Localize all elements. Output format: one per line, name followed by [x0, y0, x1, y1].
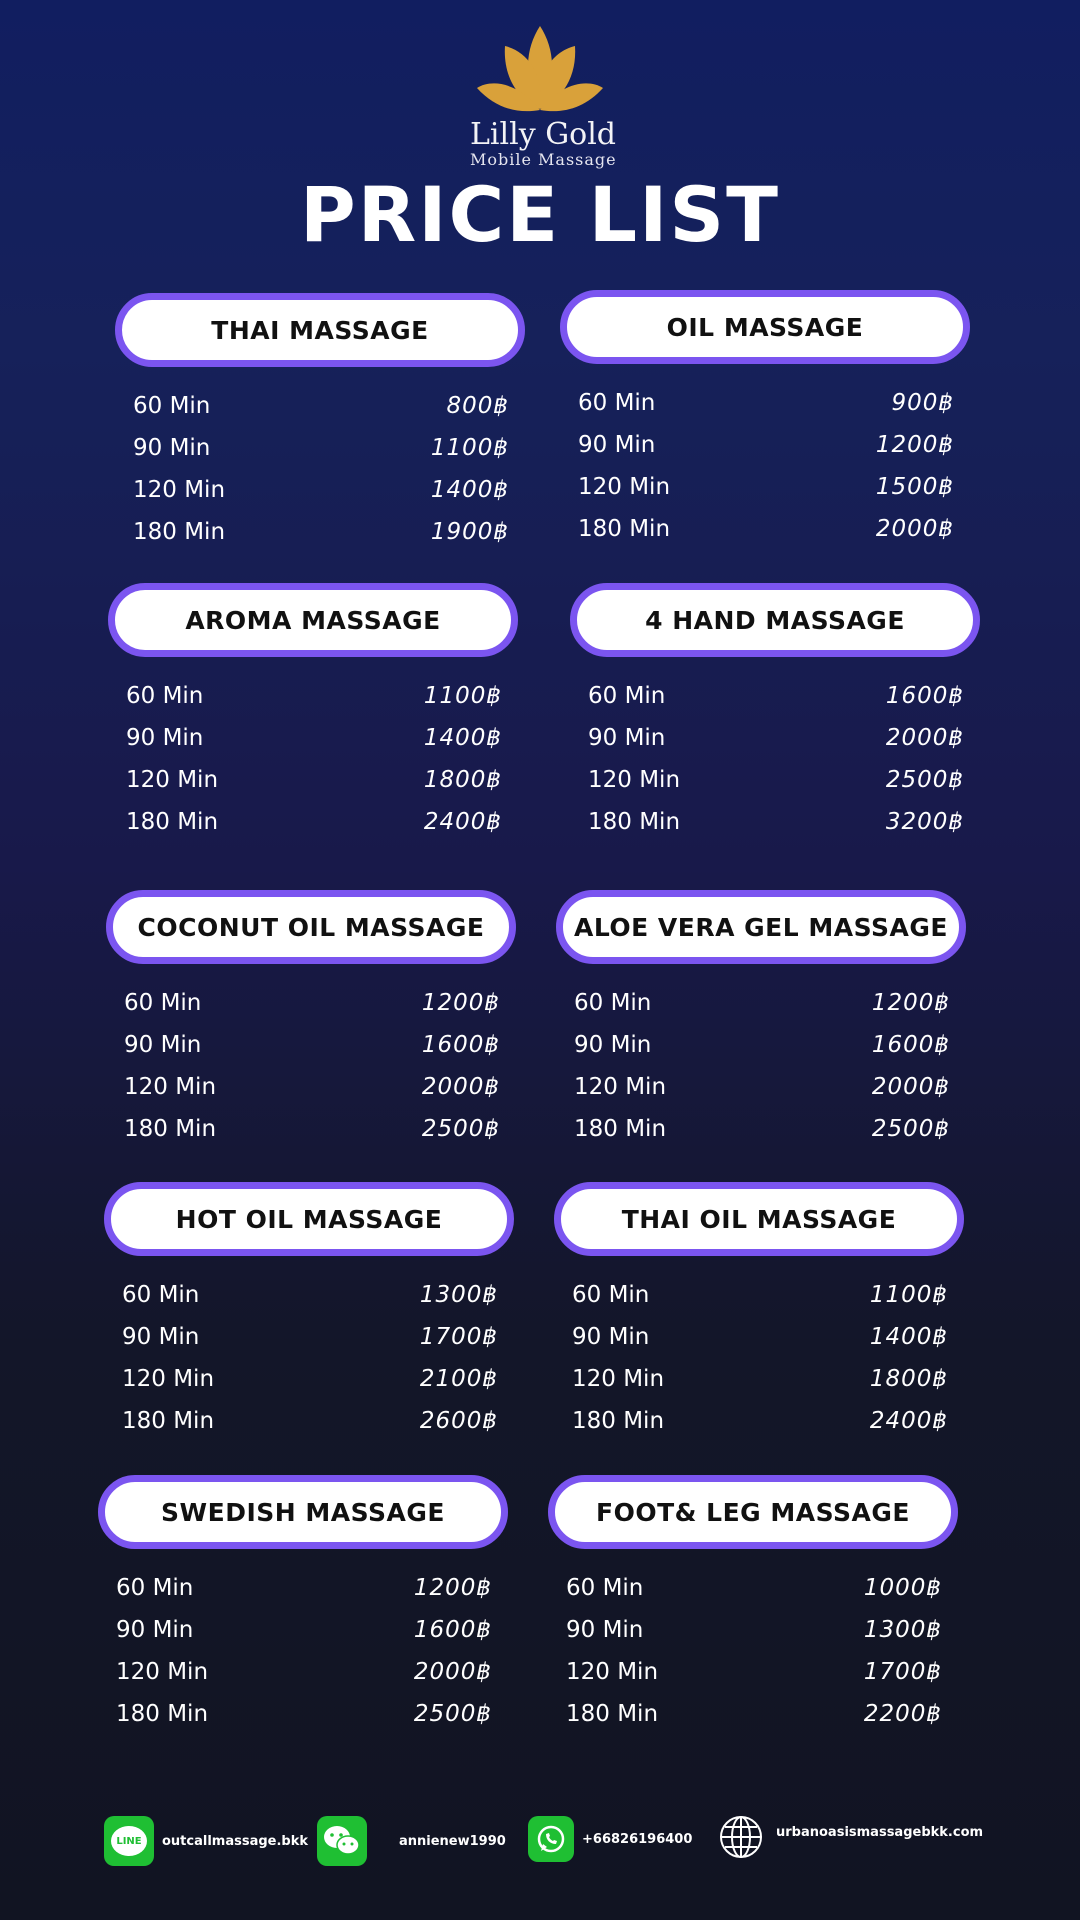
- duration: 180 Min: [122, 1408, 215, 1434]
- price-row: [122, 1316, 498, 1358]
- price: 1600฿: [871, 1032, 950, 1058]
- duration: 90 Min: [566, 1617, 644, 1643]
- price: 2200฿: [863, 1701, 942, 1727]
- price: 1800฿: [869, 1366, 948, 1392]
- price: 1700฿: [419, 1324, 498, 1350]
- duration: 120 Min: [116, 1659, 209, 1685]
- price: 2000฿: [871, 1074, 950, 1100]
- price-row: [574, 1108, 950, 1150]
- price-row: [122, 1274, 498, 1316]
- brand-subtitle: Mobile Massage: [470, 150, 617, 169]
- duration: 60 Min: [126, 683, 204, 709]
- lotus-icon: [475, 24, 605, 124]
- duration: 120 Min: [574, 1074, 667, 1100]
- price: 2500฿: [421, 1116, 500, 1142]
- duration: 180 Min: [126, 809, 219, 835]
- price: 1400฿: [869, 1324, 948, 1350]
- price: 1100฿: [423, 683, 502, 709]
- price-row: [578, 424, 954, 466]
- price: 1600฿: [885, 683, 964, 709]
- service-title: THAI OIL MASSAGE: [554, 1182, 964, 1256]
- price: 1200฿: [413, 1575, 492, 1601]
- duration: 90 Min: [572, 1324, 650, 1350]
- price: 1400฿: [423, 725, 502, 751]
- brand-name: Lilly Gold: [470, 117, 617, 152]
- price-row: [124, 1108, 500, 1150]
- duration: 90 Min: [588, 725, 666, 751]
- price-row: [578, 382, 954, 424]
- price-row: [124, 1066, 500, 1108]
- duration: 90 Min: [578, 432, 656, 458]
- price-row: [578, 466, 954, 508]
- duration: 120 Min: [566, 1659, 659, 1685]
- duration: 60 Min: [566, 1575, 644, 1601]
- duration: 60 Min: [122, 1282, 200, 1308]
- duration: 90 Min: [116, 1617, 194, 1643]
- duration: 90 Min: [133, 435, 211, 461]
- price: 2500฿: [871, 1116, 950, 1142]
- service-card-foot-leg: [548, 1475, 958, 1735]
- service-card-aloe-vera: [556, 890, 966, 1150]
- contact-wechat[interactable]: [317, 1816, 506, 1866]
- service-title: OIL MASSAGE: [560, 290, 970, 364]
- price: 1600฿: [421, 1032, 500, 1058]
- duration: 90 Min: [122, 1324, 200, 1350]
- service-card-4-hand: [570, 583, 980, 843]
- price: 2000฿: [421, 1074, 500, 1100]
- duration: 180 Min: [588, 809, 681, 835]
- price-row: [574, 982, 950, 1024]
- price: 1600฿: [413, 1617, 492, 1643]
- service-title: SWEDISH MASSAGE: [98, 1475, 508, 1549]
- price-row: [572, 1316, 948, 1358]
- service-card-coconut-oil: [106, 890, 516, 1150]
- price: 2500฿: [885, 767, 964, 793]
- duration: 60 Min: [574, 990, 652, 1016]
- price-row: [572, 1274, 948, 1316]
- price-row: [566, 1567, 942, 1609]
- duration: 180 Min: [574, 1116, 667, 1142]
- service-title: FOOT& LEG MASSAGE: [548, 1475, 958, 1549]
- duration: 120 Min: [133, 477, 226, 503]
- price: 2000฿: [413, 1659, 492, 1685]
- price: 2400฿: [869, 1408, 948, 1434]
- price-row: [122, 1400, 498, 1442]
- duration: 180 Min: [124, 1116, 217, 1142]
- service-title: HOT OIL MASSAGE: [104, 1182, 514, 1256]
- price-row: [566, 1609, 942, 1651]
- contact-label: +66826196400: [582, 1831, 693, 1847]
- duration: 120 Min: [578, 474, 671, 500]
- price-row: [572, 1358, 948, 1400]
- contact-line[interactable]: [104, 1816, 308, 1866]
- contact-footer: [0, 1808, 1080, 1868]
- price-row: [574, 1066, 950, 1108]
- price: 1400฿: [430, 477, 509, 503]
- contact-whatsapp[interactable]: [528, 1816, 692, 1862]
- duration: 120 Min: [126, 767, 219, 793]
- price-row: [588, 759, 964, 801]
- price: 1200฿: [875, 432, 954, 458]
- price: 1100฿: [430, 435, 509, 461]
- service-card-thai: [115, 293, 525, 553]
- duration: 90 Min: [126, 725, 204, 751]
- contact-label: urbanoasismassagebkk.com: [776, 1824, 984, 1840]
- price: 1800฿: [423, 767, 502, 793]
- duration: 180 Min: [133, 519, 226, 545]
- duration: 120 Min: [588, 767, 681, 793]
- price: 800฿: [446, 393, 509, 419]
- price: 900฿: [891, 390, 954, 416]
- page-title: PRICE LIST: [300, 170, 780, 259]
- price: 2000฿: [885, 725, 964, 751]
- price-row: [588, 801, 964, 843]
- contact-website[interactable]: [718, 1814, 983, 1860]
- service-card-swedish: [98, 1475, 508, 1735]
- price-row: [126, 675, 502, 717]
- price-row: [116, 1651, 492, 1693]
- price-row: [126, 717, 502, 759]
- price: 1700฿: [863, 1659, 942, 1685]
- price-row: [124, 982, 500, 1024]
- duration: 120 Min: [124, 1074, 217, 1100]
- service-title: COCONUT OIL MASSAGE: [106, 890, 516, 964]
- price-row: [133, 469, 509, 511]
- price: 1500฿: [875, 474, 954, 500]
- price-row: [116, 1609, 492, 1651]
- globe-icon: [718, 1814, 764, 1860]
- service-title: THAI MASSAGE: [115, 293, 525, 367]
- wechat-icon: [317, 1816, 367, 1866]
- price: 1300฿: [419, 1282, 498, 1308]
- service-title: AROMA MASSAGE: [108, 583, 518, 657]
- price-row: [122, 1358, 498, 1400]
- service-card-oil: [560, 290, 970, 550]
- price: 1000฿: [863, 1575, 942, 1601]
- price: 2400฿: [423, 809, 502, 835]
- price-row: [578, 508, 954, 550]
- price: 3200฿: [885, 809, 964, 835]
- price-row: [116, 1693, 492, 1735]
- duration: 180 Min: [572, 1408, 665, 1434]
- service-title: ALOE VERA GEL MASSAGE: [556, 890, 966, 964]
- price-row: [124, 1024, 500, 1066]
- service-card-hot-oil: [104, 1182, 514, 1442]
- duration: 60 Min: [133, 393, 211, 419]
- price-row: [566, 1693, 942, 1735]
- duration: 180 Min: [566, 1701, 659, 1727]
- price: 2100฿: [419, 1366, 498, 1392]
- price-row: [116, 1567, 492, 1609]
- price-row: [572, 1400, 948, 1442]
- price: 2600฿: [419, 1408, 498, 1434]
- duration: 60 Min: [578, 390, 656, 416]
- duration: 60 Min: [572, 1282, 650, 1308]
- line-icon: [104, 1816, 154, 1866]
- price-row: [574, 1024, 950, 1066]
- duration: 120 Min: [122, 1366, 215, 1392]
- price: 1200฿: [421, 990, 500, 1016]
- price: 1300฿: [863, 1617, 942, 1643]
- price: 2000฿: [875, 516, 954, 542]
- whatsapp-icon: [528, 1816, 574, 1862]
- duration: 90 Min: [124, 1032, 202, 1058]
- price: 1900฿: [430, 519, 509, 545]
- price: 2500฿: [413, 1701, 492, 1727]
- duration: 60 Min: [588, 683, 666, 709]
- contact-label: outcallmassage.bkk: [162, 1833, 309, 1849]
- price-row: [133, 511, 509, 553]
- duration: 90 Min: [574, 1032, 652, 1058]
- price-row: [126, 801, 502, 843]
- line-icon-text: LINE: [111, 1826, 147, 1856]
- contact-label: annienew1990: [399, 1833, 506, 1849]
- duration: 180 Min: [578, 516, 671, 542]
- duration: 60 Min: [124, 990, 202, 1016]
- service-title: 4 HAND MASSAGE: [570, 583, 980, 657]
- price-row: [588, 675, 964, 717]
- price-row: [133, 427, 509, 469]
- price-row: [133, 385, 509, 427]
- price: 1100฿: [869, 1282, 948, 1308]
- duration: 60 Min: [116, 1575, 194, 1601]
- service-card-thai-oil: [554, 1182, 964, 1442]
- duration: 120 Min: [572, 1366, 665, 1392]
- price-row: [126, 759, 502, 801]
- price-row: [566, 1651, 942, 1693]
- price: 1200฿: [871, 990, 950, 1016]
- brand-logo: [470, 24, 617, 174]
- service-card-aroma: [108, 583, 518, 843]
- duration: 180 Min: [116, 1701, 209, 1727]
- price-row: [588, 717, 964, 759]
